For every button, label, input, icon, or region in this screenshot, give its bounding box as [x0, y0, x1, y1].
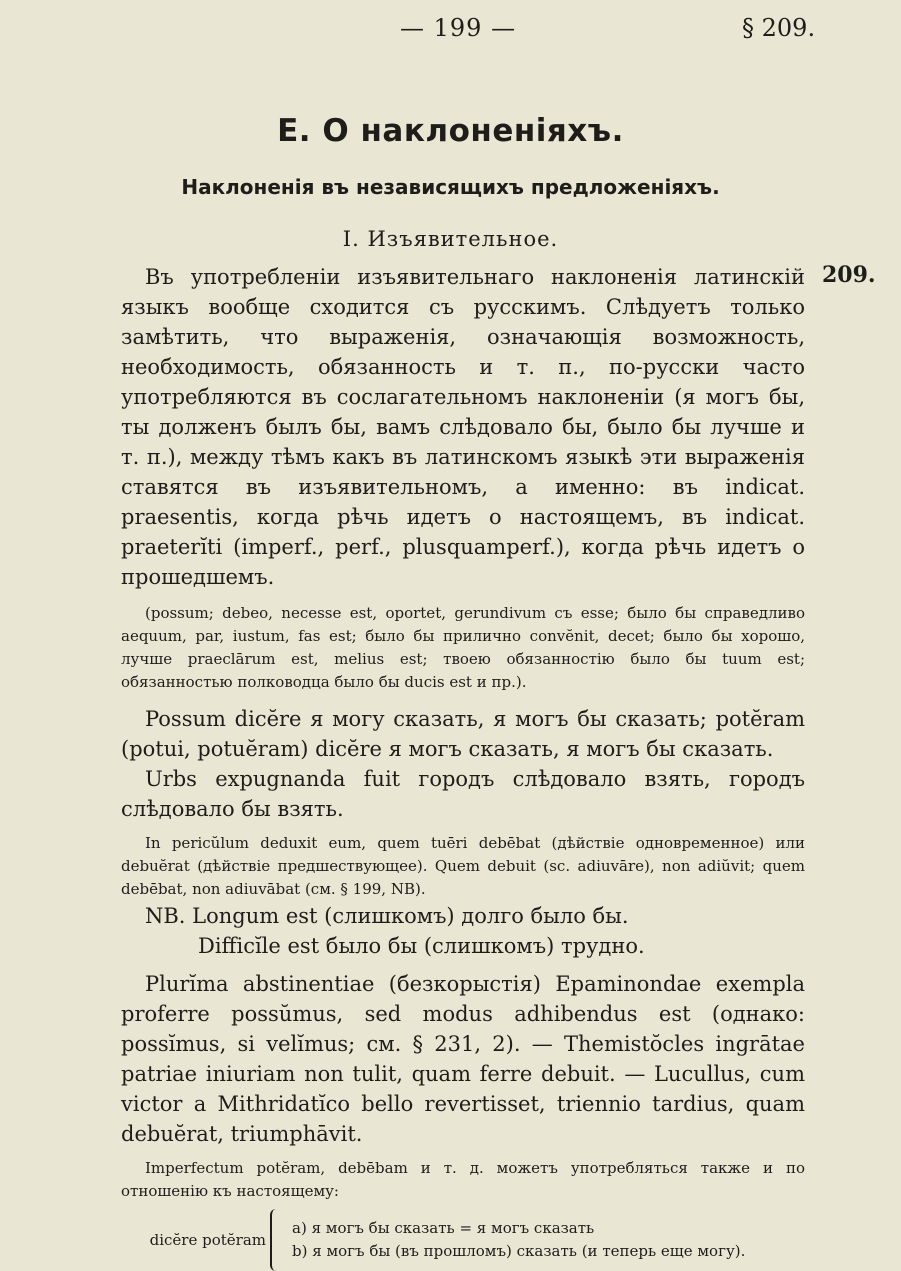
page-header [0, 14, 901, 48]
example-possum: Possum dicĕre я могу сказать, я могъ бы сказать; potĕram (potui, potuĕram) dicĕre я могъ сказать, я могъ бы сказать. [121, 707, 805, 761]
page-number: — 199 — [400, 14, 517, 42]
paragraph-intro: Въ употребленіи изъявительнаго наклоненія латинскій языкъ вообще сходится съ русскимъ. Слѣдуетъ только замѣтить, что выраженія, означающія возможность, необходимость, обязанность и т. п., по-русски часто употребляются въ сослагательномъ наклоненіи (я могъ бы, ты долженъ былъ бы, вамъ слѣдовало бы, было бы лучше и т. п.), между тѣмъ какъ въ латинскомъ языкѣ эти выраженія ставятся въ изъявительномъ, а именно: въ indicat. praesentis, когда рѣчь идетъ о настоящемъ, въ indicat. praeterĭti (imperf., perf., plusquamperf.), когда рѣчь идетъ о прошедшемъ. [121, 265, 805, 589]
dicere-potueram-table [121, 1209, 805, 1271]
brace-icon [270, 1209, 282, 1271]
nb-difficile: Difficĭle est было бы (слишкомъ) трудно. [198, 934, 645, 958]
section-title: I. Изъявительное. [342, 227, 559, 251]
subtitle: Наклоненія въ независящихъ предложеніяхъ. [181, 175, 720, 199]
option-a: a) я могъ бы сказать = я могъ сказать [292, 1219, 595, 1237]
note-examples: (possum; debeo, necesse est, oportet, gerundivum съ esse; было бы справедливо aequum, par, iustum, fas est; было бы прилично convĕnit, decet; было бы хорошо, лучше praeclārum est, melius est; твоею обязанностію было бы tuum est; обязанностью полководца было бы ducis est и пр.). [121, 604, 805, 691]
nb-longum: NB. Longum est (слишкомъ) долго было бы. [145, 904, 629, 928]
table-options [292, 1217, 805, 1263]
note-imperfectum: Imperfectum potĕram, debēbam и т. д. можетъ употребляться также и по отношенію къ настоящему: [121, 1159, 805, 1200]
example-urbs: Urbs expugnanda fuit городъ слѣдовало взять, городъ слѣдовало бы взять. [121, 767, 805, 821]
chapter-title: E. О наклоненіяхъ. [277, 113, 624, 149]
margin-number: 209. [822, 262, 876, 288]
section-number: § 209. [742, 14, 816, 42]
table-label: dicĕre potĕram [149, 1230, 266, 1249]
note-periculum: In pericŭlum deduxit eum, quem tuēri debēbat (дѣйствіе одновременное) или debuĕrat (дѣйствіе предшествующее). Quem debuit (sc. adiuvāre), non adiŭvit; quem debēbat, non adiuvābat (см. § 199, NB). [121, 834, 805, 898]
option-b: b) я могъ бы (въ прошломъ) сказать (и теперь еще могу). [292, 1242, 746, 1260]
paragraph-plurima: Plurĭma abstinentiae (безкорыстія) Epaminondae exempla proferre possŭmus, sed modus adhibendus est (однако: possĭmus, si velĭmus; см. § 231, 2). — Themistŏcles ingrātae patriae iniuriam non tulit, quam ferre debuit. — Lucullus, cum victor a Mithridatĭco bello revertisset, triennio tardius, quam debuĕrat, triumphāvit. [121, 972, 805, 1146]
body-text [121, 262, 805, 1271]
